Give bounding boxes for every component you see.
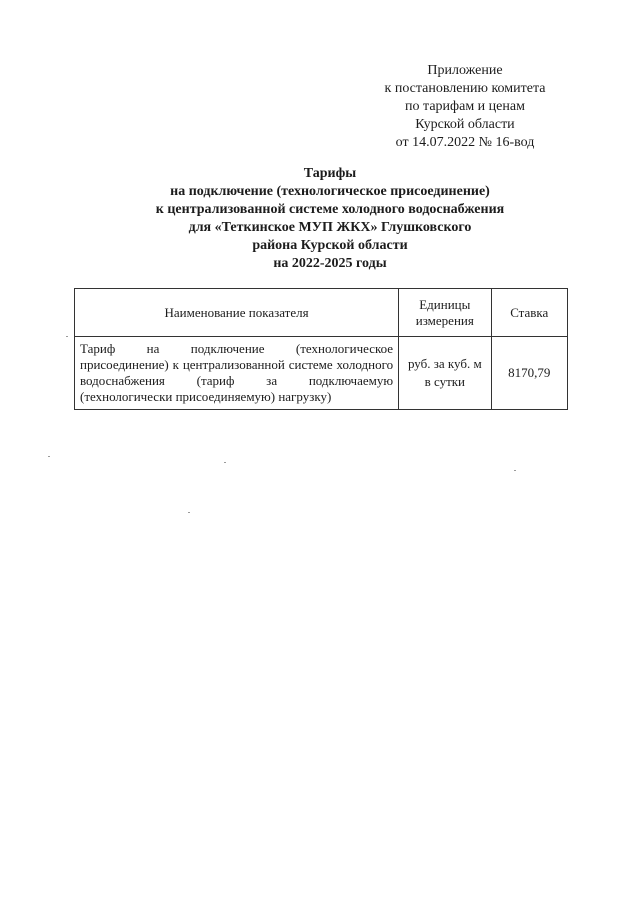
scan-speck xyxy=(514,470,516,471)
title-line: на подключение (технологическое присоединение) xyxy=(170,184,490,199)
table-row xyxy=(75,337,568,410)
appendix-block xyxy=(360,62,570,152)
tariff-table xyxy=(74,288,568,410)
title-line: Тарифы xyxy=(303,166,357,181)
title-line: на 2022-2025 годы xyxy=(273,256,387,271)
header-name: Наименование показателя xyxy=(75,289,399,337)
appendix-line: по тарифам и ценам xyxy=(405,99,525,114)
appendix-line: к постановлению комитета xyxy=(384,81,546,96)
header-units: Единицы измерения xyxy=(399,289,491,337)
document-title xyxy=(100,165,560,273)
cell-name: Тариф на подключение (технологическое присоединение) к централизованной системе холодного водоснабжения (тариф за подключаемую (технологически присоединяемую) нагрузку) xyxy=(75,337,399,410)
title-line: района Курской области xyxy=(252,238,408,253)
appendix-line: от 14.07.2022 № 16-вод xyxy=(395,135,535,150)
table-header-row xyxy=(75,289,568,337)
cell-units: руб. за куб. м в сутки xyxy=(399,337,491,410)
header-rate: Ставка xyxy=(491,289,567,337)
appendix-line: Курской области xyxy=(415,117,515,132)
scan-speck xyxy=(48,456,50,457)
cell-rate: 8170,79 xyxy=(491,337,567,410)
scan-speck xyxy=(188,512,190,513)
scan-speck xyxy=(66,336,68,337)
appendix-line: Приложение xyxy=(427,63,503,78)
title-line: к централизованной системе холодного водоснабжения xyxy=(155,202,505,217)
scan-speck xyxy=(224,462,226,463)
title-line: для «Теткинское МУП ЖКХ» Глушковского xyxy=(188,220,472,235)
